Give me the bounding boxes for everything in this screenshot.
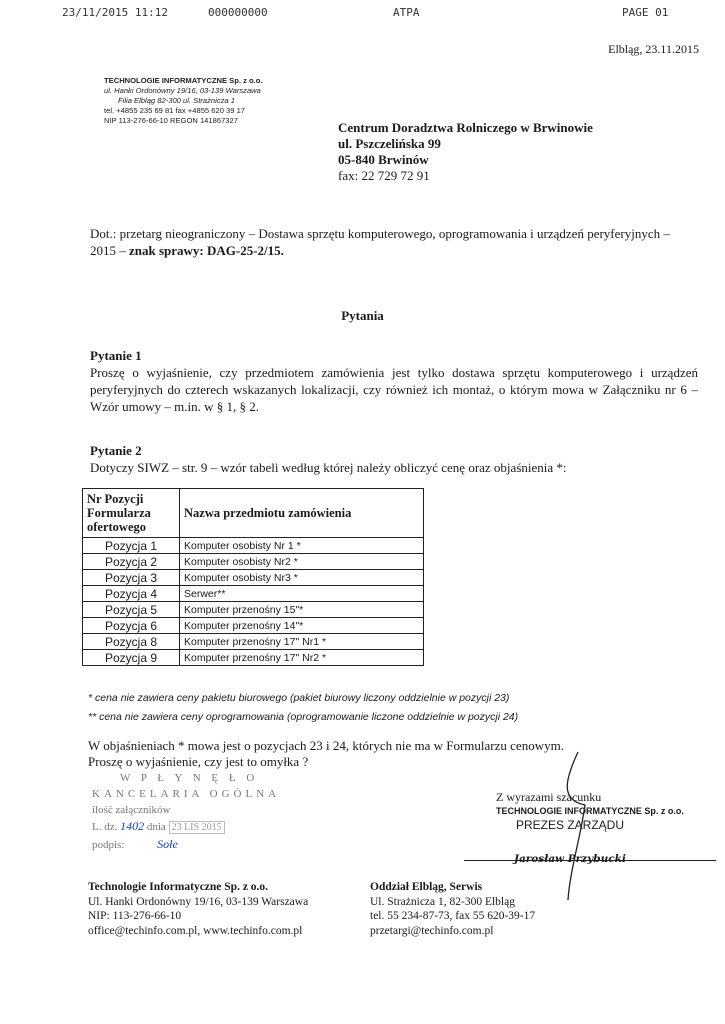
stamp-signature-row — [92, 836, 280, 853]
subject-line — [90, 225, 680, 259]
stamp-signature-label: podpis: — [92, 839, 125, 851]
table-row — [83, 586, 424, 602]
stamp-signature: Sołe — [157, 837, 178, 851]
header-item-name: Nazwa przedmiotu zamówienia — [180, 489, 424, 538]
table-row — [83, 618, 424, 634]
stamp-register-label: L. dz. — [92, 821, 118, 833]
footnote-2: ** cena nie zawiera ceny oprogramowania (oprogramowanie liczone oddzielnie w pozycji 24) — [88, 711, 519, 723]
closing-question — [88, 738, 648, 770]
company-stamp — [104, 76, 262, 126]
stamp-date: 23 LIS 2015 — [169, 821, 225, 834]
signature-name: Jarosław Przybucki — [514, 853, 626, 865]
table-header-row — [83, 489, 424, 538]
footer-hq-nip: NIP: 113-276-66-10 — [88, 910, 182, 922]
company-branch: Filia Elbląg 82-300 ul. Strażnicza 1 — [118, 96, 235, 105]
table-row — [83, 554, 424, 570]
stamp-attachments: ilość załączników — [92, 804, 171, 816]
header-position-number: Nr Pozycji Formularza ofertowego — [83, 489, 180, 538]
fax-datetime: 23/11/2015 11:12 — [62, 6, 168, 19]
position-cell: Pozycja 8 — [83, 634, 180, 650]
question-2-title: Pytanie 2 — [90, 443, 142, 458]
company-name: TECHNOLOGIE INFORMATYCZNE Sp. z o.o. — [104, 76, 263, 85]
footer-hq-contact: office@techinfo.com.pl, www.techinfo.com.pl — [88, 924, 303, 937]
signature-title: PREZES ZARZĄDU — [516, 818, 625, 832]
closing-line-2: Proszę o wyjaśnienie, czy jest to omyłka ? — [88, 754, 309, 769]
footnote-1: * cena nie zawiera ceny pakietu biurowego (pakiet biurowy liczony oddzielnie w pozycji 23) — [88, 692, 510, 704]
position-cell: Pozycja 4 — [83, 586, 180, 602]
subject-reference: znak sprawy: DAG-25-2/15. — [129, 243, 284, 258]
footer-branch-email: przetargi@techinfo.com.pl — [370, 924, 494, 937]
table-row — [83, 570, 424, 586]
table-row — [83, 538, 424, 554]
table-row — [83, 650, 424, 666]
position-cell: Pozycja 1 — [83, 538, 180, 554]
page-title: Pytania — [341, 308, 384, 323]
recipient-fax: fax: 22 729 72 91 — [338, 168, 430, 183]
item-name-cell: Serwer** — [180, 586, 424, 602]
recipient-street: ul. Pszczelińska 99 — [338, 136, 441, 151]
place-date: Elbląg, 23.11.2015 — [608, 42, 699, 56]
position-cell: Pozycja 5 — [83, 602, 180, 618]
position-cell: Pozycja 2 — [83, 554, 180, 570]
question-2-body: Dotyczy SIWZ – str. 9 – wzór tabeli według której należy obliczyć cenę oraz objaśnienia *: — [90, 460, 567, 475]
stamp-register — [92, 818, 280, 836]
company-phone: tel. +4855 235 69 81 fax +4855 620 39 17 — [104, 106, 246, 115]
registry-stamp — [92, 770, 280, 853]
recipient-address — [338, 120, 593, 184]
subject-text: Dot.: przetarg nieograniczony – Dostawa sprzętu komputerowego, oprogramowania i urządzeń peryferyjnych – 2015 – — [90, 226, 670, 258]
question-1 — [90, 348, 698, 415]
item-name-cell: Komputer osobisty Nr3 * — [180, 570, 424, 586]
recipient-city: 05-840 Brwinów — [338, 152, 429, 167]
item-name-cell: Komputer osobisty Nr 1 * — [180, 538, 424, 554]
stamp-received: W P Ł Y N Ę Ł O — [120, 772, 259, 784]
signature-divider — [464, 860, 716, 861]
footer-hq-address: Ul. Hanki Ordonówny 19/16, 03-139 Warszawa — [88, 895, 309, 908]
stamp-office: KANCELARIA OGÓLNA — [92, 788, 281, 800]
signature-company: TECHNOLOGIE INFORMATYCZNE Sp. z o.o. — [496, 806, 684, 816]
table-row — [83, 634, 424, 650]
footer-branch-address: Ul. Strażnicza 1, 82-300 Elbląg — [370, 895, 515, 908]
position-cell: Pozycja 9 — [83, 650, 180, 666]
footer-headquarters — [88, 880, 308, 938]
footer-branch — [370, 880, 535, 938]
footer-hq-name: Technologie Informatyczne Sp. z o.o. — [88, 881, 269, 893]
fax-sender: ATPA — [393, 6, 420, 19]
company-address: ul. Hanki Ordonówny 19/16, 03-139 Warszawa — [104, 86, 261, 95]
question-2 — [90, 443, 698, 476]
company-ids: NIP 113-276-66-10 REGON 141867327 — [104, 116, 238, 125]
table-row — [83, 602, 424, 618]
item-name-cell: Komputer osobisty Nr2 * — [180, 554, 424, 570]
question-1-body: Proszę o wyjaśnienie, czy przedmiotem zamówienia jest tylko dostawa sprzętu komputerowego i urządzeń peryferyjnych do czterech wskazanych lokalizacji, czy również ich montaż, o którym mowa w Załączniku nr 6 – Wzór umowy – m.in. w § 1, § 2. — [90, 365, 698, 414]
closing-line-1: W objaśnieniach * mowa jest o pozycjach 23 i 24, których nie ma w Formularzu cenowym. — [88, 738, 564, 753]
item-name-cell: Komputer przenośny 15"* — [180, 602, 424, 618]
stamp-date-label: dnia — [146, 821, 166, 833]
recipient-name: Centrum Doradztwa Rolniczego w Brwinowie — [338, 120, 593, 135]
signature-block — [496, 790, 684, 866]
footer-branch-name: Oddział Elbląg, Serwis — [370, 881, 483, 893]
fax-page: PAGE 01 — [622, 6, 669, 19]
question-1-title: Pytanie 1 — [90, 348, 142, 363]
signature-greeting: Z wyrazami szacunku — [496, 790, 602, 804]
stamp-register-number: 1402 — [120, 819, 145, 833]
item-name-cell: Komputer przenośny 14"* — [180, 618, 424, 634]
fax-header — [0, 6, 725, 20]
position-cell: Pozycja 3 — [83, 570, 180, 586]
fax-number: 000000000 — [208, 6, 268, 19]
item-name-cell: Komputer przenośny 17" Nr1 * — [180, 634, 424, 650]
positions-table — [82, 488, 424, 666]
footer-branch-phone: tel. 55 234-87-73, fax 55 620-39-17 — [370, 910, 536, 922]
position-cell: Pozycja 6 — [83, 618, 180, 634]
item-name-cell: Komputer przenośny 17" Nr2 * — [180, 650, 424, 666]
